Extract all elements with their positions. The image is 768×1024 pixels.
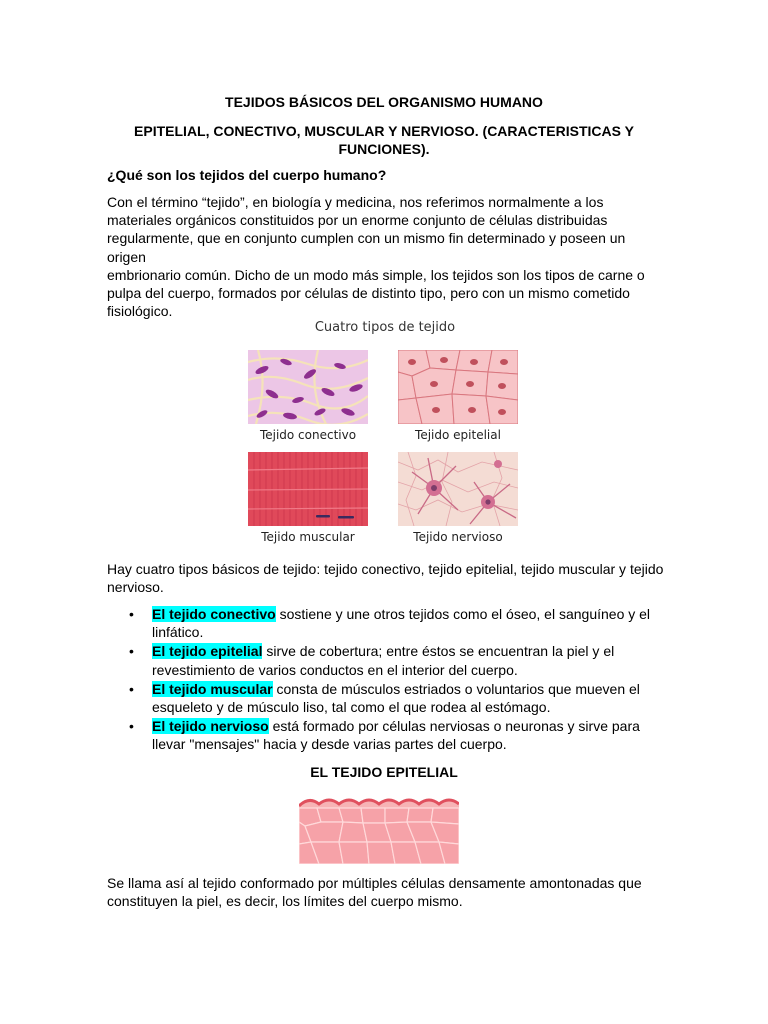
desc-nervous: está formado por células nerviosas o neuronas y sirve para: [268, 718, 640, 735]
figure-title: Cuatro tipos de tejido: [314, 320, 456, 335]
label-muscular: Tejido muscular: [261, 530, 355, 544]
types-line: Hay cuatro tipos básicos de tejido: tejido conectivo, tejido epitelial, tejido muscular y tejido: [107, 561, 664, 577]
desc-nervous-line-2: llevar "mensajes" hacia y desde varias partes del cuerpo.: [152, 736, 507, 753]
connective-tissue-image: [248, 350, 368, 424]
intro-line: regularmente, que en conjunto cumplen con un mismo fin determinado y poseen un origen: [107, 230, 626, 265]
tissue-list: [107, 605, 652, 755]
desc-muscular: consta de músculos estriados o voluntarios que mueven el: [272, 680, 640, 697]
types-paragraph: [107, 560, 667, 596]
types-line: nervioso.: [107, 579, 164, 596]
desc-connective: sostiene y une otros tejidos como el óseo, el sanguíneo y el: [275, 606, 651, 622]
intro-line: materiales orgánicos constituidos por un enorme conjunto de células distribuidas: [107, 212, 608, 229]
term-epithelial: El tejido epitelial: [152, 643, 263, 660]
desc-epithelial: sirve de cobertura; entre éstos se encuentran la piel y el: [262, 643, 615, 660]
document-subtitle-line-1: EPITELIAL, CONECTIVO, MUSCULAR Y NERVIOSO. (CARACTERISTICAS Y: [134, 123, 634, 139]
document-subtitle-line-2: FUNCIONES).: [338, 141, 430, 157]
label-nervous: Tejido nervioso: [413, 530, 503, 544]
nervous-tissue-image: [398, 452, 518, 526]
intro-line: pulpa del cuerpo, formados por células de distinto tipo, pero con un mismo cometido: [107, 285, 630, 302]
list-item-nervous: [107, 717, 652, 753]
epithelial-section-image: [299, 792, 459, 864]
epithelial-paragraph: [107, 874, 667, 910]
section-heading-epithelial: EL TEJIDO EPITELIAL: [310, 764, 458, 780]
desc-muscular-line-2: esqueleto y de músculo liso, tal como el que rodea al estómago.: [152, 699, 551, 716]
list-item-epithelial: [107, 642, 652, 678]
epithelial-line: constituyen la piel, es decir, los límites del cuerpo mismo.: [107, 893, 463, 910]
intro-line: fisiológico.: [107, 303, 173, 320]
term-muscular: El tejido muscular: [152, 680, 273, 697]
bullet-icon: •: [129, 643, 134, 660]
epithelial-line: Se llama así al tejido conformado por múltiples células densamente amontonadas que: [107, 875, 642, 891]
list-item-connective: [107, 605, 652, 641]
bullet-icon: •: [129, 680, 134, 697]
list-item-muscular: [107, 680, 652, 716]
intro-line: Con el término “tejido”, en biología y medicina, nos referimos normalmente a los: [107, 194, 604, 210]
label-epithelial: Tejido epitelial: [415, 428, 501, 442]
intro-line: embrionario común. Dicho de un modo más simple, los tejidos son los tipos de carne o: [107, 266, 645, 283]
desc-connective-line-2: linfático.: [152, 624, 204, 641]
term-connective: El tejido conectivo: [152, 606, 276, 622]
document-title: TEJIDOS BÁSICOS DEL ORGANISMO HUMANO: [225, 94, 543, 110]
question-heading: ¿Qué son los tejidos del cuerpo humano?: [107, 167, 387, 183]
intro-paragraph: [107, 193, 667, 320]
bullet-icon: •: [129, 606, 134, 622]
term-nervous: El tejido nervioso: [152, 718, 269, 735]
tissue-types-figure: [240, 318, 530, 554]
bullet-icon: •: [129, 718, 134, 735]
muscular-tissue-image: [248, 452, 368, 526]
label-connective: Tejido conectivo: [259, 428, 357, 442]
epithelial-tissue-image: [398, 350, 518, 424]
desc-epithelial-line-2: revestimiento de varios conductos en el interior del cuerpo.: [152, 661, 518, 678]
